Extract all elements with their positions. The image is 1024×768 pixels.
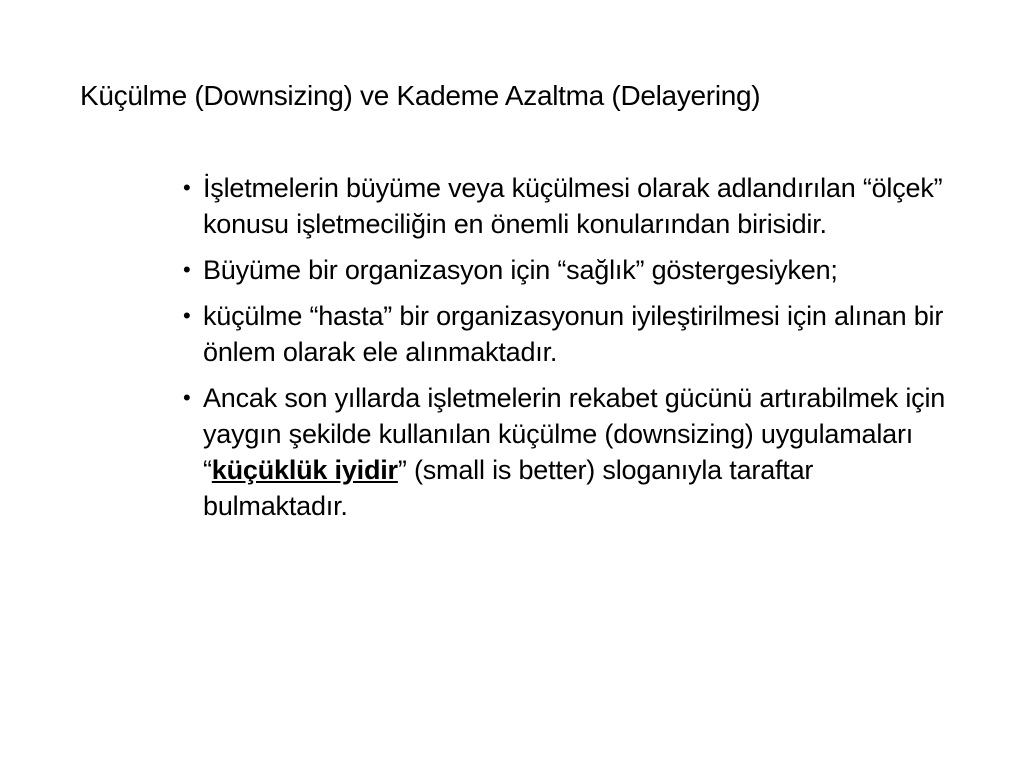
bullet-icon: • <box>183 175 191 200</box>
slide-title: Küçülme (Downsizing) ve Kademe Azaltma (Delayering) <box>80 80 761 111</box>
bullet-item <box>183 252 963 288</box>
bullet-item <box>183 170 963 242</box>
bullet-icon: • <box>183 257 191 282</box>
bullet-icon: • <box>183 303 191 328</box>
bullet-icon: • <box>183 385 191 410</box>
bullet-text: Büyüme bir organizasyon için “sağlık” göstergesiyken; <box>203 255 838 285</box>
emphasized-slogan: küçüklük iyidir <box>211 455 398 485</box>
bullet-item <box>183 380 963 524</box>
bullet-list <box>183 170 963 534</box>
bullet-text: İşletmelerin büyüme veya küçülmesi olarak adlandırılan “ölçek” konusu işletmeciliğin en önemli konularından birisidir. <box>203 173 943 239</box>
bullet-text-before: Ancak son yıllarda işletmelerin rekabet gücünü artırabilmek için yaygın şekilde kullanılan küçülme (downsizing) uygulamaları “ <box>203 383 946 485</box>
bullet-item <box>183 298 963 370</box>
bullet-text-after: ” (small is better) sloganıyla taraftar bulmaktadır. <box>203 455 814 521</box>
bullet-text: küçülme “hasta” bir organizasyonun iyileştirilmesi için alınan bir önlem olarak ele alınmaktadır. <box>203 301 944 367</box>
